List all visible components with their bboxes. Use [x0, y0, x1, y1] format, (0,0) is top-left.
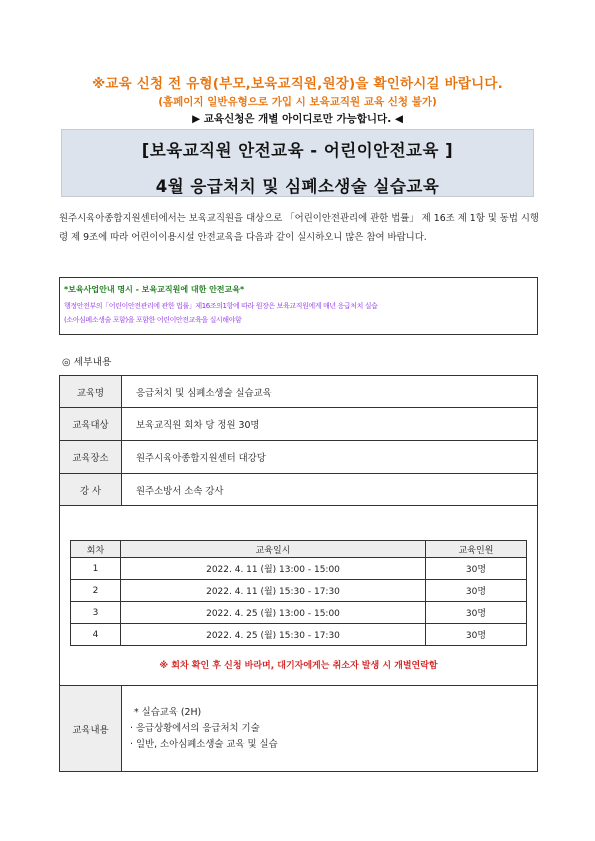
schedule-row [71, 624, 527, 646]
schedule-capacity: 30명 [426, 558, 527, 580]
schedule-row [71, 558, 527, 580]
detail-label: 교육명 [60, 376, 122, 407]
detail-label: 교육장소 [60, 441, 122, 473]
title-line2: 4월 응급처치 및 심폐소생술 실습교육 [155, 177, 440, 196]
details-table [59, 375, 538, 772]
notice-type-check: ※교육 신청 전 유형(부모,보육교직원,원장)을 확인하시길 바랍니다. [92, 76, 503, 92]
schedule-datetime: 2022. 4. 25 (월) 15:30 - 17:30 [121, 624, 426, 646]
detail-row-target [60, 408, 537, 441]
detail-label: 교육내용 [60, 686, 122, 771]
content-line: · 일반, 소아심폐소생술 교육 및 실습 [130, 738, 278, 750]
schedule-datetime: 2022. 4. 25 (월) 13:00 - 15:00 [121, 602, 426, 624]
schedule-capacity: 30명 [426, 602, 527, 624]
schedule-session: 2 [71, 580, 121, 602]
schedule-table [70, 540, 527, 646]
title-box [61, 129, 534, 197]
schedule-datetime: 2022. 4. 11 (월) 13:00 - 15:00 [121, 558, 426, 580]
detail-value: 원주시육아종합지원센터 대강당 [136, 453, 266, 464]
detail-label: 강 사 [60, 474, 122, 505]
content-line: · 응급상황에서의 응급처치 기술 [130, 722, 260, 734]
detail-row-content [60, 686, 537, 771]
info-box-heading: *보육사업안내 명시 - 보육교직원에 대한 안전교육* [64, 285, 245, 294]
detail-label: 교육대상 [60, 408, 122, 440]
info-box [59, 277, 538, 335]
content-line: * 실습교육 (2H) [134, 706, 202, 718]
title-line1: [보육교직원 안전교육 - 어린이안전교육 ] [141, 141, 454, 160]
schedule-session: 1 [71, 558, 121, 580]
schedule-capacity: 30명 [426, 624, 527, 646]
schedule-header: 회차 [71, 541, 121, 558]
intro-paragraph: 원주시육아종합지원센터에서는 보육교직원을 대상으로 「어린이안전관리에 관한 법률」 제 16조 제 1항 및 동법 시행령 제 9조에 따라 어린이이용시설 안전교육을 다음과 같이 실시하오니 많은 참여 바랍니다. [59, 213, 539, 243]
schedule-capacity: 30명 [426, 580, 527, 602]
notice-signup-warning: (홈페이지 일반유형으로 가입 시 보육교직원 교육 신청 불가) [158, 96, 437, 108]
info-box-body-line1: 행정안전부의「어린이안전관리에 관한 법률」제16조의1항에 따라 원장은 보육교직원에게 매년 응급처치 실습 [64, 302, 378, 310]
schedule-row [71, 580, 527, 602]
detail-row-location [60, 441, 537, 474]
schedule-header: 교육인원 [426, 541, 527, 558]
detail-value: 보육교직원 회차 당 정원 30명 [136, 420, 260, 431]
detail-value: 응급처치 및 심폐소생술 실습교육 [136, 387, 272, 399]
schedule-warning: ※ 회차 확인 후 신청 바라며, 대기자에게는 취소자 발생 시 개별연락함 [159, 661, 438, 671]
schedule-header: 교육일시 [121, 541, 426, 558]
detail-row-instructor [60, 474, 537, 506]
schedule-row [71, 602, 527, 624]
detail-value: 원주소방서 소속 강사 [136, 485, 224, 497]
schedule-datetime: 2022. 4. 11 (월) 15:30 - 17:30 [121, 580, 426, 602]
section-label-details: ◎ 세부내용 [62, 357, 112, 368]
info-box-body [64, 299, 533, 327]
schedule-header-row [71, 541, 527, 558]
notice-individual-id: ▶ 교육신청은 개별 아이디로만 가능합니다. ◀ [192, 113, 403, 125]
detail-row-course-name [60, 376, 537, 408]
info-box-body-line2: (소아심폐소생술 포함)을 포함한 어린이안전교육을 실시해야함 [64, 316, 242, 324]
schedule-session: 3 [71, 602, 121, 624]
schedule-session: 4 [71, 624, 121, 646]
content-list [130, 686, 278, 771]
